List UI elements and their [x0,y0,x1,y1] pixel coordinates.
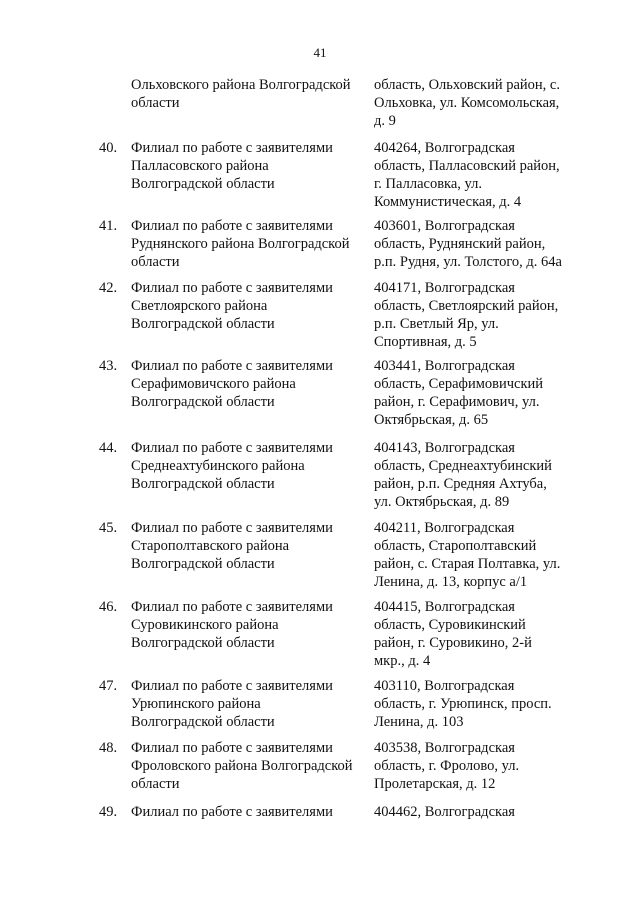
branch-address [374,76,599,130]
branch-address-line: область, г. Урюпинск, просп. [374,696,552,712]
branch-name-line: Палласовского района [131,158,269,174]
branch-address [374,519,599,591]
branch-name-line: области [131,254,180,270]
branch-address-line: область, Руднянский район, [374,236,546,252]
branch-name [131,677,366,731]
branch-name-line: Филиал по работе с заявителями [131,440,333,456]
branch-name-line: Урюпинского района [131,696,261,712]
branch-name [131,76,366,112]
branch-address-line: 403601, Волгоградская [374,218,515,234]
branch-address-line: район, г. Суровикино, 2-й [374,635,532,651]
branch-name-line: Филиал по работе с заявителями [131,280,333,296]
branch-address-line: г. Палласовка, ул. [374,176,483,192]
branch-name [131,519,366,573]
entry-number: 40. [99,140,118,156]
branch-address-line: мкр., д. 4 [374,653,431,669]
branch-name-line: Филиал по работе с заявителями [131,520,333,536]
entry-number: 47. [99,678,118,694]
branch-address [374,357,599,429]
branch-name-line: области [131,776,180,792]
branch-name [131,739,366,793]
branch-name-line: Волгоградской области [131,635,275,651]
branch-address [374,217,599,271]
branch-name-line: Филиал по работе с заявителями [131,804,333,820]
branch-name [131,357,366,411]
branch-address-line: 403441, Волгоградская [374,358,515,374]
branch-address-line: Пролетарская, д. 12 [374,776,496,792]
branch-address-line: 403110, Волгоградская [374,678,515,694]
branch-address-line: 404171, Волгоградская [374,280,515,296]
branch-address-line: р.п. Светлый Яр, ул. [374,316,499,332]
entry-number: 42. [99,280,118,296]
branch-name-line: Волгоградской области [131,714,275,730]
entry-number: 44. [99,440,118,456]
branch-name [131,279,366,333]
branch-address-line: район, г. Серафимович, ул. [374,394,540,410]
entry-number: 43. [99,358,118,374]
branch-address-line: область, Серафимовичский [374,376,544,392]
branch-address-line: область, Палласовский район, [374,158,560,174]
branch-name [131,217,366,271]
entry-number: 49. [99,804,118,820]
branch-address-line: 404264, Волгоградская [374,140,515,156]
branch-address-line: 404415, Волгоградская [374,599,515,615]
branch-name [131,598,366,652]
branch-address-line: 404211, Волгоградская [374,520,515,536]
branch-name-line: Филиал по работе с заявителями [131,678,333,694]
branch-address-line: 403538, Волгоградская [374,740,515,756]
page-number: 41 [313,45,327,60]
branch-name-line: Волгоградской области [131,476,275,492]
branch-name-line: Старополтавского района [131,538,290,554]
branch-name-line: Волгоградской области [131,556,275,572]
branch-name-line: Филиал по работе с заявителями [131,599,333,615]
branch-name-line: Серафимовичского района [131,376,296,392]
branch-name [131,439,366,493]
branch-name-line: Ольховского района Волгоградской [131,77,351,93]
branch-address [374,739,599,793]
branch-name-line: Руднянского района Волгоградской [131,236,350,252]
branch-address-line: Ленина, д. 103 [374,714,464,730]
branch-address-line: д. 9 [374,113,396,129]
branch-address-line: район, р.п. Средняя Ахтуба, [374,476,547,492]
branch-address-line: Спортивная, д. 5 [374,334,477,350]
branch-address [374,598,599,670]
branch-address-line: область, Ольховский район, с. [374,77,560,93]
entry-number: 45. [99,520,118,536]
branch-address-line: Ленина, д. 13, корпус а/1 [374,574,528,590]
branch-address [374,803,599,821]
branch-name-line: Среднеахтубинского района [131,458,305,474]
branch-address-line: область, г. Фролово, ул. [374,758,520,774]
branch-name-line: Филиал по работе с заявителями [131,140,333,156]
branch-name-line: области [131,95,180,111]
branch-address-line: Октябрьская, д. 65 [374,412,489,428]
branch-address-line: р.п. Рудня, ул. Толстого, д. 64а [374,254,562,270]
branch-address [374,439,599,511]
branch-address-line: 404143, Волгоградская [374,440,515,456]
branch-name-line: Волгоградской области [131,316,275,332]
branch-address-line: Коммунистическая, д. 4 [374,194,522,210]
entry-number: 48. [99,740,118,756]
branch-name-line: Светлоярского района [131,298,268,314]
branch-address [374,139,599,211]
branch-name-line: Суровикинского района [131,617,279,633]
branch-name-line: Филиал по работе с заявителями [131,358,333,374]
branch-name [131,803,366,821]
branch-address-line: район, с. Старая Полтавка, ул. [374,556,561,572]
branch-name-line: Фроловского района Волгоградской [131,758,353,774]
branch-address-line: область, Старополтавский [374,538,537,554]
branch-name-line: Волгоградской области [131,176,275,192]
branch-name [131,139,366,193]
branch-address [374,677,599,731]
branch-address-line: Ольховка, ул. Комсомольская, [374,95,560,111]
branch-name-line: Волгоградской области [131,394,275,410]
branch-address [374,279,599,351]
branch-address-line: область, Светлоярский район, [374,298,559,314]
branch-address-line: 404462, Волгоградская [374,804,515,820]
branch-address-line: ул. Октябрьская, д. 89 [374,494,510,510]
branch-name-line: Филиал по работе с заявителями [131,218,333,234]
entry-number: 41. [99,218,118,234]
branch-name-line: Филиал по работе с заявителями [131,740,333,756]
branch-address-line: область, Суровикинский [374,617,526,633]
branch-address-line: область, Среднеахтубинский [374,458,552,474]
entry-number: 46. [99,599,118,615]
